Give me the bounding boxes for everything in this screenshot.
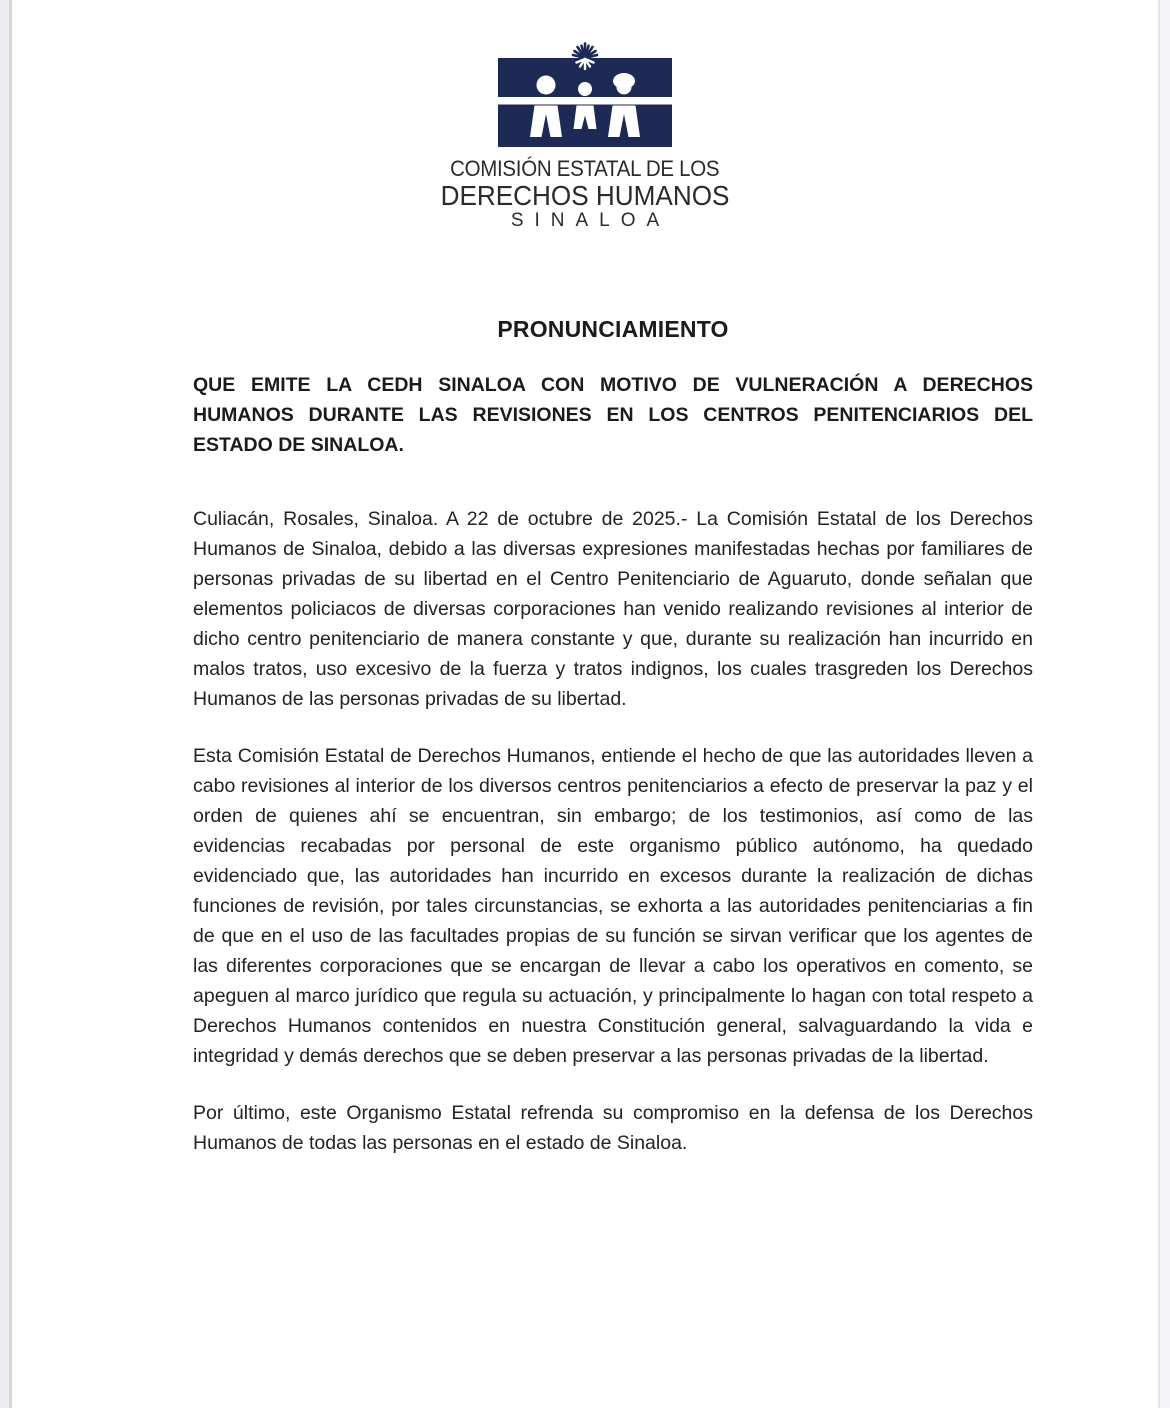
- logo-emblem: [0, 0, 1170, 232]
- wordmark-line-1: COMISIÓN ESTATAL DE LOS: [450, 156, 720, 181]
- paragraph-3: Por último, este Organismo Estatal refrenda su compromiso en la defensa de los Derechos Humanos de todas las personas en el estado de Sinaloa.: [193, 1101, 1033, 1154]
- wordmark-line-2-text: DERECHOS HUMANOS: [440, 179, 730, 211]
- logo-wordmark: [0, 157, 1170, 232]
- wordmark-line-2: [0, 181, 1170, 211]
- figure-child-head: [578, 82, 592, 96]
- page-edge-right: [1158, 0, 1170, 1408]
- document-body: [0, 316, 1170, 1158]
- page-edge-left: [0, 0, 12, 1408]
- paragraph-2: Esta Comisión Estatal de Derechos Humanos, entiende el hecho de que las autoridades lleven a cabo revisiones al interior de los diversos centros penitenciarios a efecto de preservar la paz y el orden de quienes ahí se encuentran, sin embargo; de los testimonios, así como de las evidencias recabadas por personal de este organismo público autónomo, ha quedado evidenciado que, las autoridades han incurrido en excesos durante la realización de dichas funciones de revisión, por tales circunstancias, se exhorta a las autoridades penitenciarias a fin de que en el uso de las facultades propias de su función se sirvan verificar que los agentes de las diferentes corporaciones que se encargan de llevar a cabo los operativos en comento, se apeguen al marco jurídico que regula su actuación, y principalmente lo hagan con total respeto a Derechos Humanos contenidos en nuestra Constitución general, salvaguardando la vida e integridad y demás derechos que se deben preservar a las personas privadas de la libertad.: [193, 744, 1033, 1067]
- figure-adult-head: [537, 76, 556, 95]
- logo-stripe: [498, 97, 672, 105]
- paragraphs-section: [193, 504, 1033, 1158]
- sun-icon: [573, 44, 597, 59]
- figure-woman-head: [617, 80, 632, 95]
- document-title: PRONUNCIAMIENTO: [497, 315, 729, 342]
- cedh-sinaloa-logo: [497, 42, 673, 148]
- paragraph-1: Culiacán, Rosales, Sinaloa. A 22 de octubre de 2025.- La Comisión Estatal de los Derechos Humanos de Sinaloa, debido a las diversas expresiones manifestadas hechas por familiares de personas privadas de su libertad en el Centro Penitenciario de Aguaruto, donde señalan que elementos policiacos de diversas corporaciones han venido realizando revisiones al interior de dicho centro penitenciario de manera constante y que, durante su realización han incurrido en malos tratos, uso excesivo de la fuerza y tratos indignos, los cuales trasgreden los Derechos Humanos de las personas privadas de su libertad.: [193, 507, 1033, 710]
- wordmark-line-3: SINALOA: [510, 210, 671, 232]
- document-subtitle: QUE EMITE LA CEDH SINALOA CON MOTIVO DE VULNERACIÓN A DERECHOS HUMANOS DURANTE LAS REVISIONES EN LOS CENTROS PENITENCIARIOS DEL ESTADO DE SINALOA.: [193, 373, 1033, 456]
